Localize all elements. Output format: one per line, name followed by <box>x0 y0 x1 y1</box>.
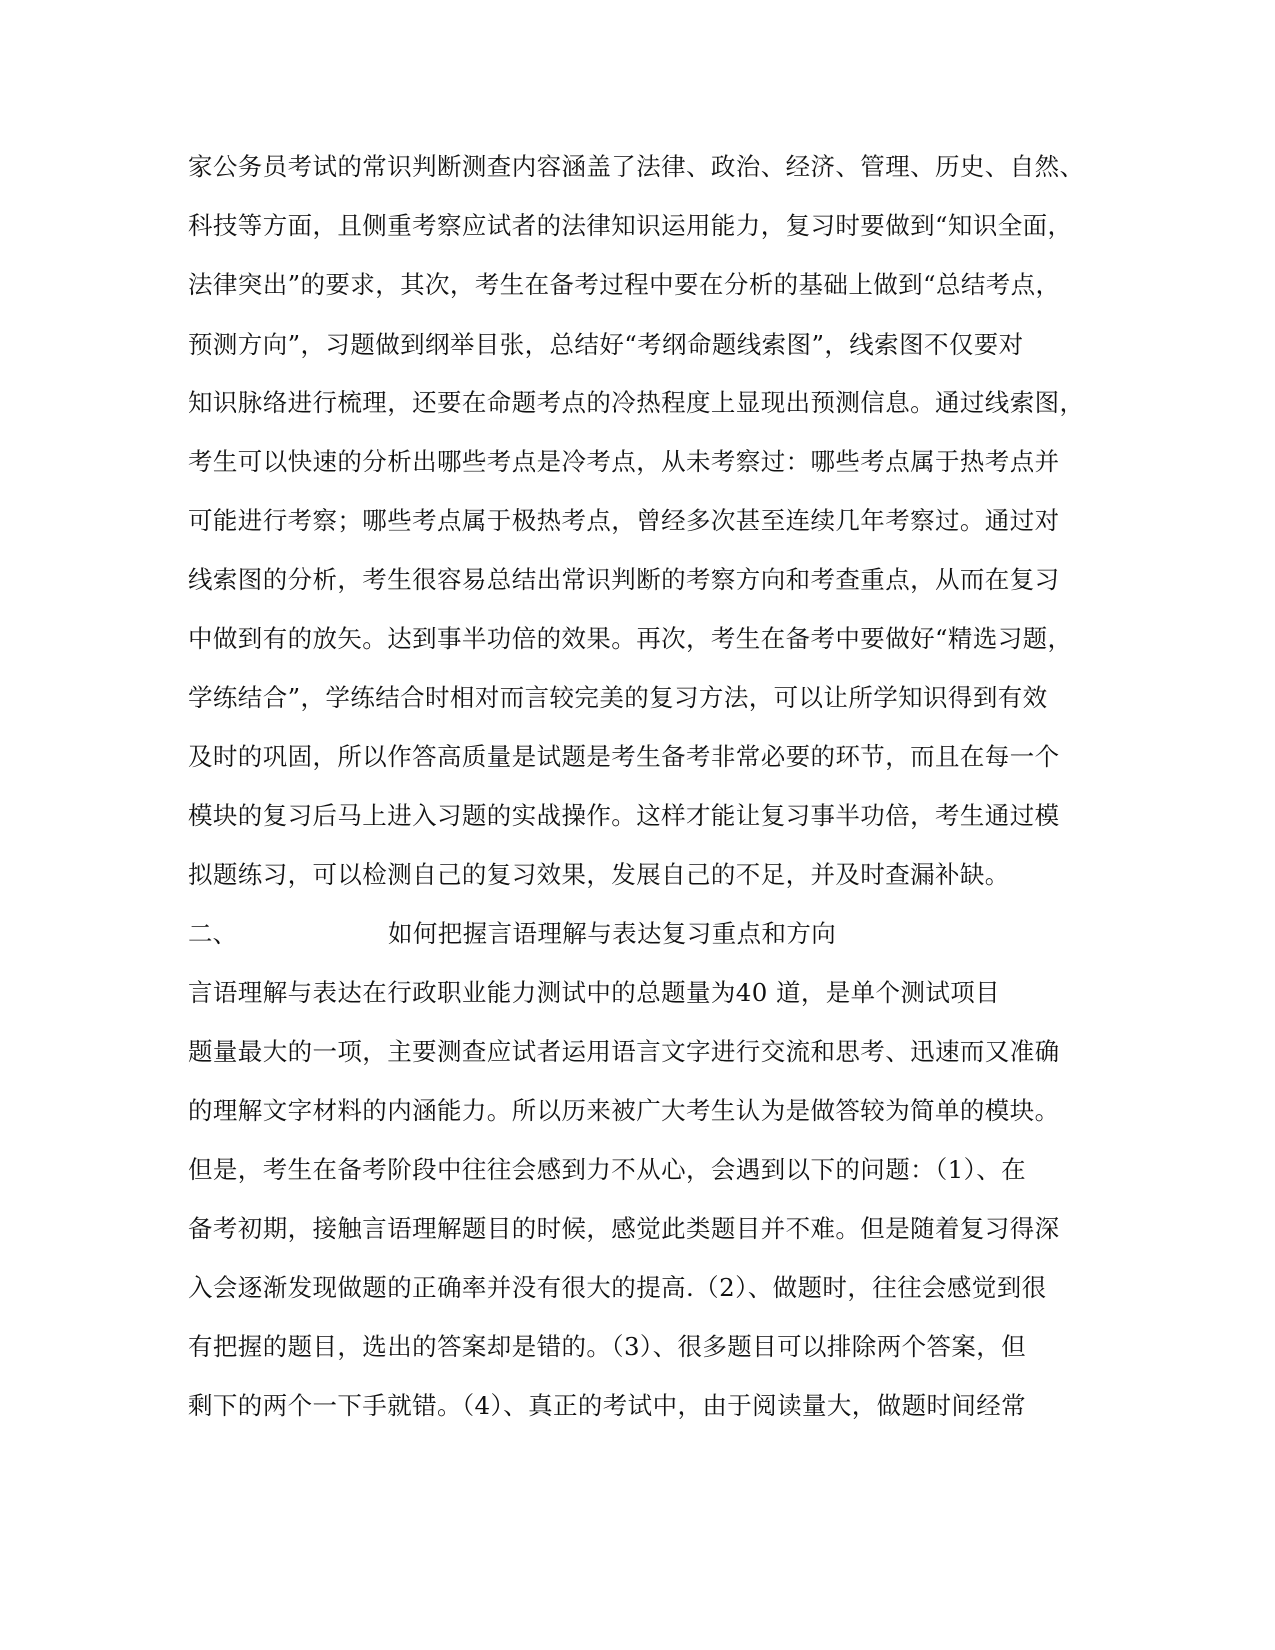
text-line: 题量最大的一项，主要测查应试者运用语言文字进行交流和思考、迅速而又准确 <box>188 1037 1060 1066</box>
text-line: 有把握的题目，选出的答案却是错的。（3）、很多题目可以排除两个答案，但 <box>188 1332 1027 1361</box>
text-line: 的理解文字材料的内涵能力。所以历来被广大考生认为是做答较为简单的模块。 <box>188 1096 1060 1125</box>
text-line: 入会逐渐发现做题的正确率并没有很大的提高.（2）、做题时，往往会感觉到很 <box>188 1273 1047 1302</box>
text-line: 学练结合”，学练结合时相对而言较完美的复习方法，可以让所学知识得到有效 <box>188 683 1048 712</box>
text-line: 科技等方面，且侧重考察应试者的法律知识运用能力，复习时要做到“知识全面， <box>188 211 1073 240</box>
text-line: 知识脉络进行梳理，还要在命题考点的冷热程度上显现出预测信息。通过线索图， <box>188 388 1085 417</box>
text-line: 拟题练习，可以检测自己的复习效果，发展自己的不足，并及时查漏补缺。 <box>188 860 1010 889</box>
text-line: 考生可以快速的分析出哪些考点是冷考点，从未考察过：哪些考点属于热考点并 <box>188 447 1060 476</box>
text-line: 预测方向”，习题做到纲举目张，总结好“考纲命题线索图”，线索图不仅要对 <box>188 330 1024 359</box>
text-line: 家公务员考试的常识判断测查内容涵盖了法律、政治、经济、管理、历史、自然、 <box>188 152 1085 181</box>
text-line: 可能进行考察；哪些考点属于极热考点，曾经多次甚至连续几年考察过。通过对 <box>188 506 1060 535</box>
text-line: 模块的复习后马上进入习题的实战操作。这样才能让复习事半功倍，考生通过模 <box>188 801 1060 830</box>
text-line: 线索图的分析，考生很容易总结出常识判断的考察方向和考查重点，从而在复习 <box>188 565 1060 594</box>
text-line: 法律突出”的要求，其次，考生在备考过程中要在分析的基础上做到“总结考点， <box>188 270 1061 299</box>
section-number: 二、 <box>188 919 237 948</box>
text-line: 言语理解与表达在行政职业能力测试中的总题量为40 道，是单个测试项目 <box>188 978 1001 1007</box>
text-line: 但是，考生在备考阶段中往往会感到力不从心，会遇到以下的问题：（1）、在 <box>188 1155 1027 1184</box>
text-line: 及时的巩固，所以作答高质量是试题是考生备考非常必要的环节，而且在每一个 <box>188 742 1060 771</box>
text-line: 剩下的两个一下手就错。（4）、真正的考试中，由于阅读量大，做题时间经常 <box>188 1391 1027 1420</box>
text-line: 备考初期，接触言语理解题目的时候，感觉此类题目并不难。但是随着复习得深 <box>188 1214 1060 1243</box>
section-heading: 如何把握言语理解与表达复习重点和方向 <box>388 919 837 948</box>
text-line: 中做到有的放矢。达到事半功倍的效果。再次，考生在备考中要做好“精选习题， <box>188 624 1073 653</box>
